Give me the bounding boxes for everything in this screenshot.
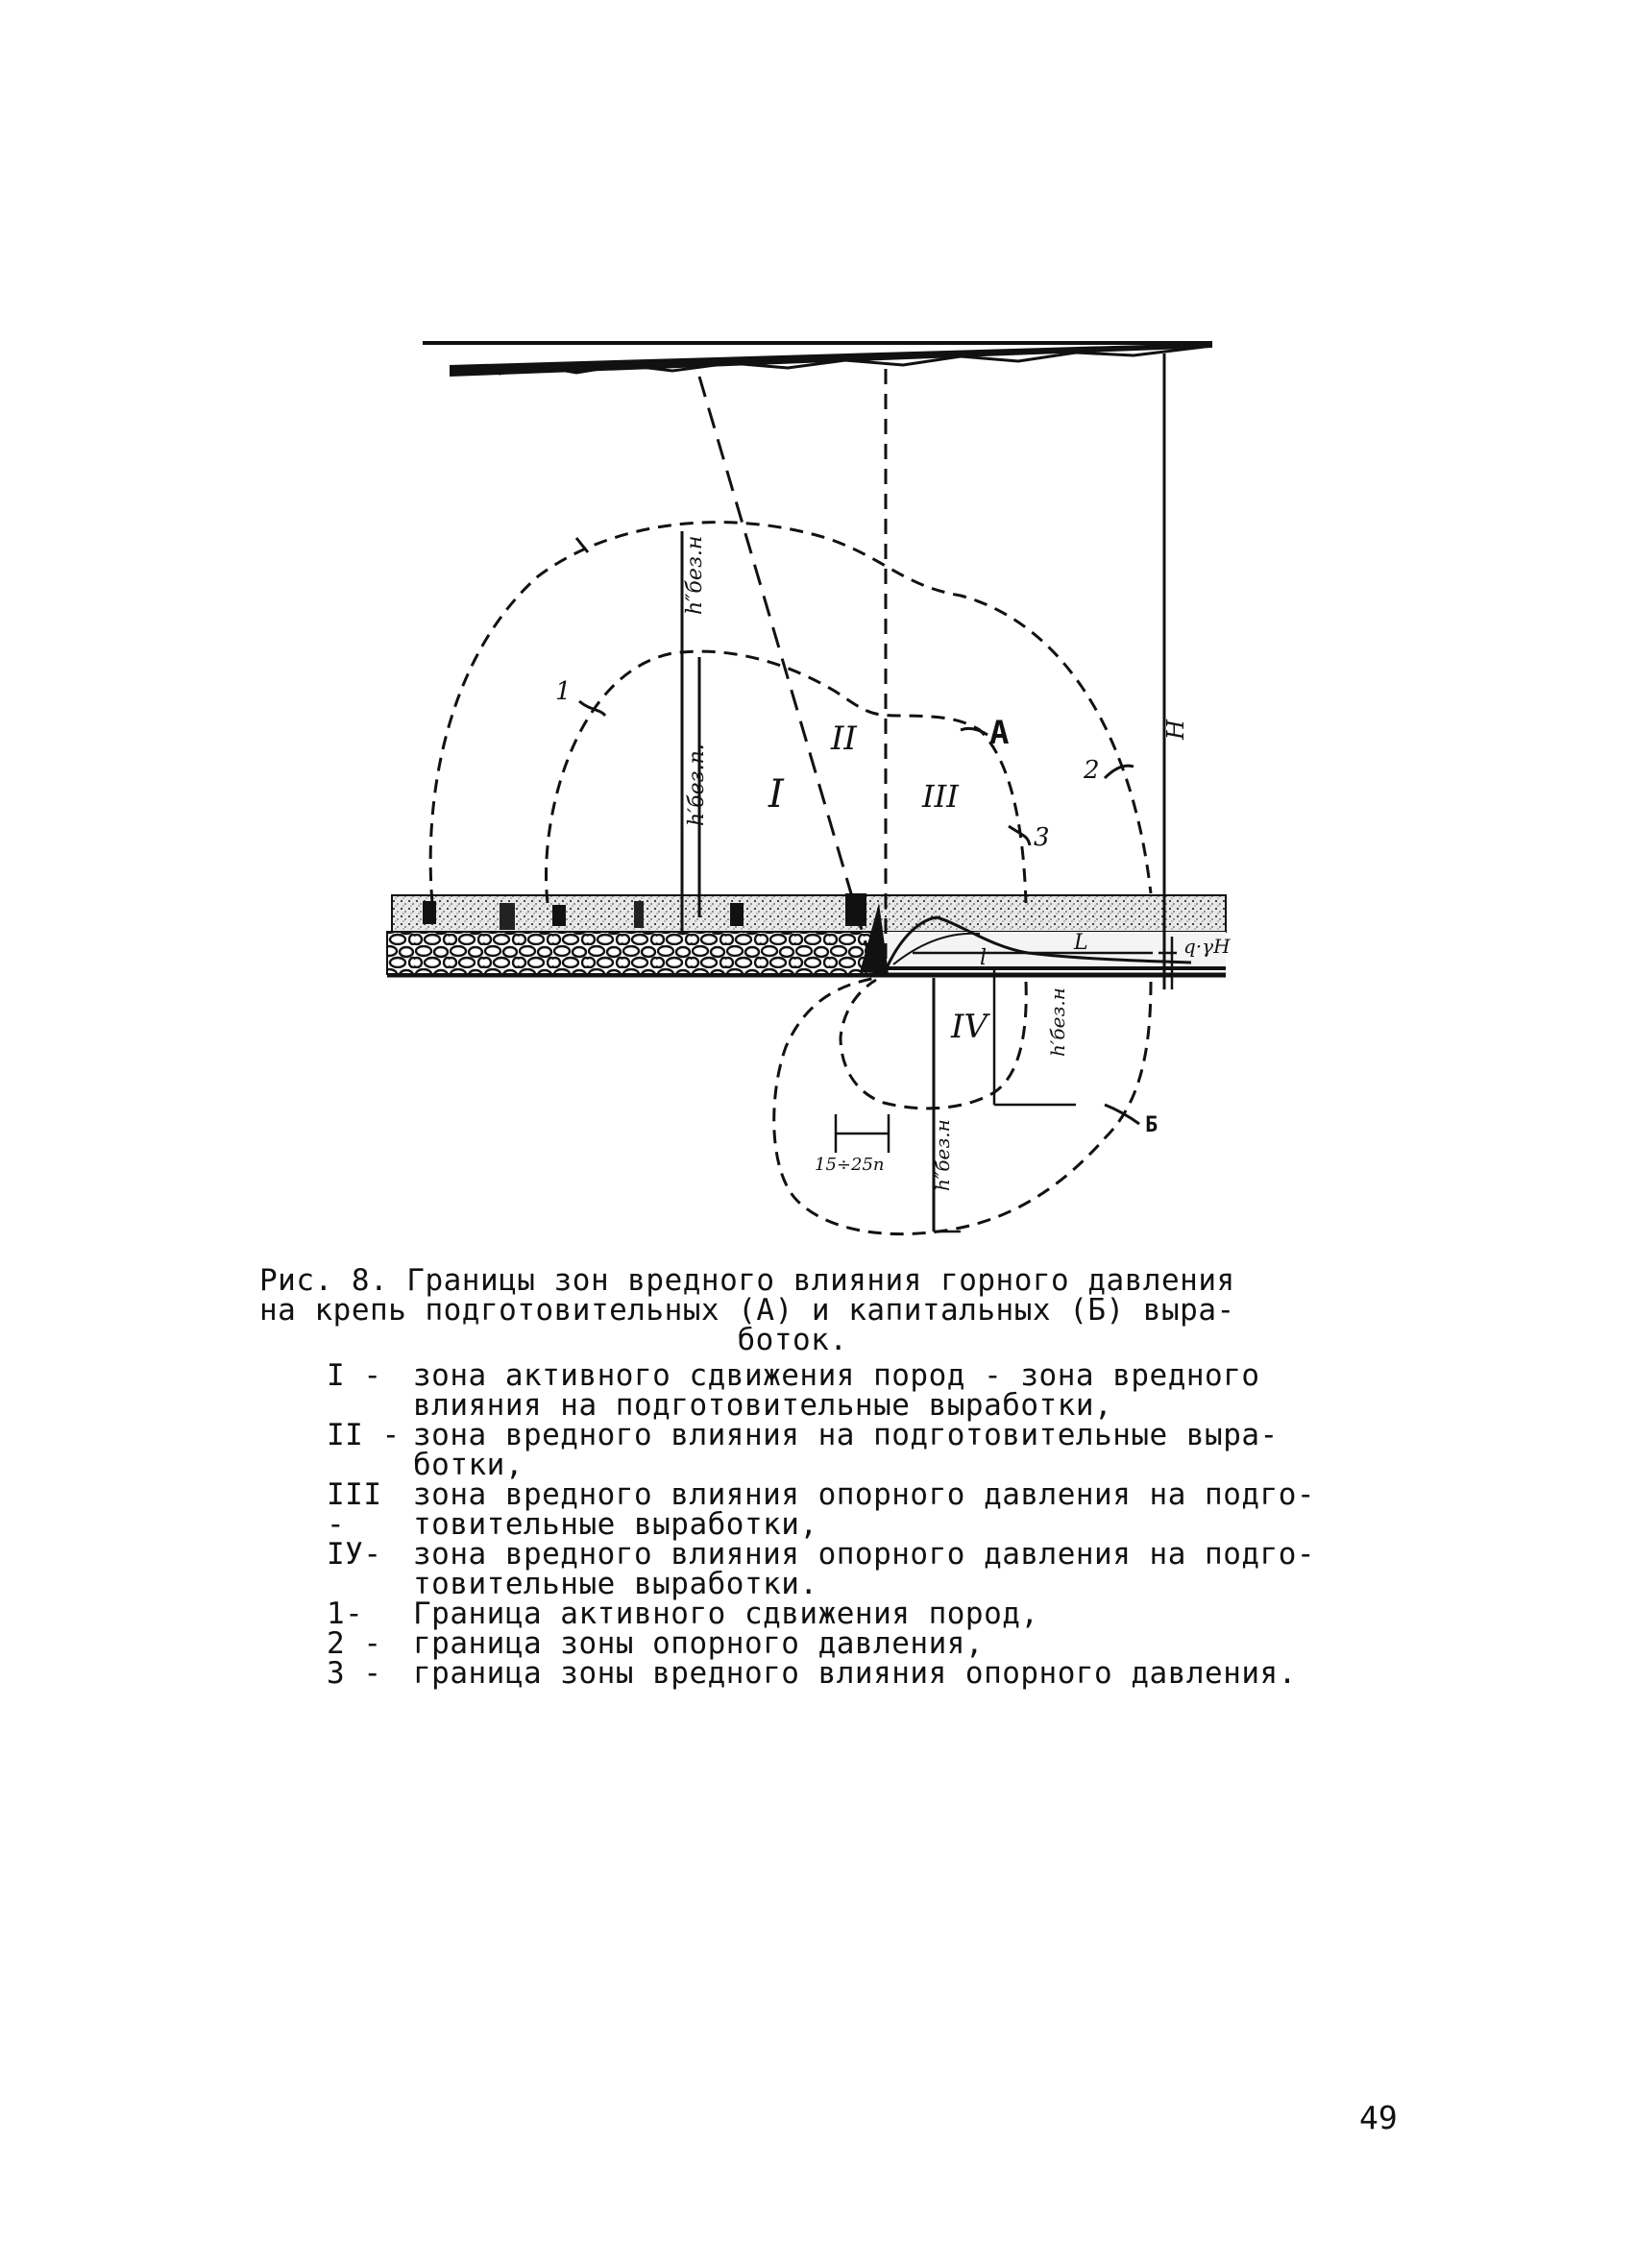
legend-line: ботки, (413, 1448, 524, 1482)
page-number: 49 (1359, 2099, 1398, 2136)
legend-key: 2 - (327, 1626, 382, 1661)
seam-strata (387, 893, 1226, 976)
legend-key: II - (327, 1418, 401, 1452)
legend-key: IУ- (327, 1537, 382, 1572)
legend-line: зона активного сдвижения пород - зона вредного (413, 1358, 1260, 1393)
dim-offset: 15÷25п (815, 1155, 885, 1175)
curve-label-2: 2 (1084, 756, 1100, 785)
legend-line: товительные выработки. (413, 1567, 818, 1601)
legend-line: зона вредного влияния опорного давления на подго- (413, 1477, 1316, 1512)
legend-line: влияния на подготовительные выработки, (413, 1388, 1113, 1423)
legend-text (413, 1537, 1374, 1601)
legend-text (413, 1599, 1374, 1629)
legend-line: Граница активного сдвижения пород, (413, 1597, 1039, 1631)
legend-key: I - (327, 1358, 382, 1393)
legend-item (259, 1656, 1393, 1691)
curve-label-1: 1 (555, 677, 572, 706)
curve-label-a: A (989, 714, 1010, 752)
legend-item (259, 1358, 1393, 1423)
legend-text (413, 1626, 1374, 1661)
dim-h-bez-n-lower: h′без.н (1046, 988, 1069, 1057)
zone-label-i: I (768, 772, 784, 817)
legend-key: 1- (327, 1597, 364, 1631)
legend-item (259, 1626, 1393, 1661)
caption-title-line-1: Рис. 8. Границы зон вредного влияния горного давления (259, 1263, 1235, 1298)
boundary-curves (430, 523, 1151, 1234)
zone-label-ii: II (831, 719, 857, 758)
legend-text (413, 1477, 1374, 1542)
dim-l-small: l (980, 946, 988, 970)
legend-line: зона вредного влияния на подготовительные выра- (413, 1418, 1279, 1452)
dim-h-bez-n-upper: h″без.н (683, 535, 707, 615)
ground-surface (423, 343, 1212, 377)
curve-label-b: Б (1145, 1113, 1158, 1137)
legend-key: III - (327, 1477, 382, 1542)
legend-line: граница зоны опорного давления, (413, 1626, 985, 1661)
legend-text (413, 1358, 1374, 1423)
zone-label-iv: IV (951, 1008, 988, 1046)
dim-L: L (1074, 931, 1088, 955)
legend-line: граница зоны вредного влияния опорного давления. (413, 1656, 1297, 1691)
legend-item (259, 1599, 1393, 1629)
dim-h-bez-n-bottom: h″без.н (931, 1119, 954, 1191)
legend-item (259, 1418, 1393, 1482)
legend-text (413, 1418, 1374, 1482)
legend-key: 3 - (327, 1656, 382, 1691)
dim-h-bez-p: h′без.п. (685, 744, 709, 826)
figure-caption (259, 1263, 1393, 1691)
curve-label-3: 3 (1034, 823, 1050, 852)
legend-text (413, 1656, 1374, 1691)
caption-title-line-2: на крепь подготовительных (А) и капитальных (Б) выра- (259, 1293, 1235, 1328)
dimension-lines (836, 937, 1177, 1232)
legend-item (259, 1537, 1393, 1601)
legend (259, 1358, 1393, 1691)
zone-label-iii: III (922, 778, 959, 815)
dim-q-gamma-h: q·γH (1183, 935, 1231, 958)
legend-item (259, 1477, 1393, 1542)
legend-line: зона вредного влияния опорного давления на подго- (413, 1537, 1316, 1572)
dim-H: H (1162, 719, 1189, 740)
caption-title-tail: боток. (737, 1323, 848, 1357)
legend-line: товительные выработки, (413, 1507, 818, 1542)
